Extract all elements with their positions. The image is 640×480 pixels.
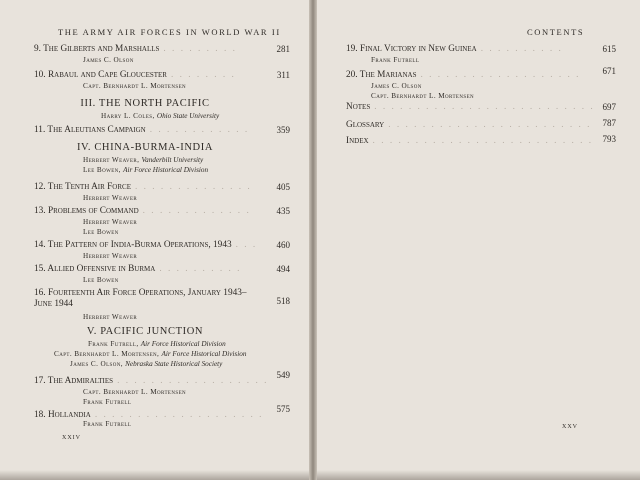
page-number: 793 [602,134,616,144]
entry-title: Glossary [346,120,385,130]
page-number: 460 [276,240,290,250]
entry-author: James C. Olson [83,56,134,64]
entry-title: 18. Hollandia [34,410,91,420]
entry-title: 19. Final Victory in New Guinea [346,44,477,54]
part-contributor [83,156,203,164]
toc-entry [34,206,251,217]
entry-author: Herbert Weaver [83,194,138,202]
page-number: 575 [276,404,290,414]
part-contributor [70,360,222,368]
page-folio: xxiv [62,431,81,441]
contributor-name: Harry L. Coles, [101,112,157,120]
toc-entry [34,240,257,251]
contributor-affiliation: Air Force Historical Division [161,350,247,358]
dot-leader: . . . . . . . . . . [480,44,563,54]
toc-entry [34,70,236,81]
toc-entry [34,288,260,310]
entry-author: Capt. Bernhardt L. Mortensen [83,82,187,90]
dot-leader: . . . . . . . . . . . . . . . . . . . . . . . . [388,120,592,130]
dot-leader: . . . . . . . . . . . . . [142,206,251,216]
dot-leader: . . . . . . . . . . . . . . . . . . . . [94,410,264,420]
page-number: 671 [602,66,616,76]
entry-title: 10. Rabaul and Cape Gloucester [34,70,167,80]
part-heading: III. THE NORTH PACIFIC [80,98,210,109]
entry-author: Frank Futrell [371,56,420,64]
contributor-name: Herbert Weaver, [83,156,142,164]
contributor-affiliation: Vanderbilt University [141,156,204,164]
contributor-affiliation: Air Force Historical Division [140,340,226,348]
toc-entry [34,264,241,275]
toc-entry [34,410,263,421]
running-head: CONTENTS [527,27,585,37]
toc-entry [346,44,563,55]
part-heading: V. PACIFIC JUNCTION [86,326,204,337]
entry-author: Capt. Bernhardt L. Mortensen [371,92,475,100]
page-number: 494 [276,264,290,274]
dot-leader: . . . . . . . . . . . . [149,125,250,135]
toc-entry [34,125,249,136]
toc-entry [346,70,581,81]
part-contributor [54,350,246,358]
page-number: 549 [276,370,290,380]
contributor-name: Lee Bowen, [83,166,124,174]
page-number: 311 [276,70,290,80]
toc-entry [34,376,268,387]
toc-entry [346,102,595,113]
entry-title: Index [346,136,369,146]
entry-title: 20. The Marianas [346,70,417,80]
part-contributor [88,340,226,348]
entry-title: 9. The Gilberts and Marshalls [34,44,160,54]
contributor-name: James C. Olson, [70,360,126,368]
entry-author: Frank Futrell [83,420,132,428]
toc-entry [346,136,593,147]
page-number: 359 [276,125,290,135]
page-folio: xxv [562,420,578,430]
left-page [0,0,309,480]
entry-title: 11. The Aleutians Campaign [34,125,146,135]
entry-title: 16. Fourteenth Air Force Operations, January 1943–June 1944 [34,288,247,309]
dot-leader: . . . . . . . . . [163,44,237,54]
entry-author: Lee Bowen [83,228,119,236]
contributor-name: Frank Futrell, [88,340,141,348]
book-gutter [309,0,317,480]
entry-title: 15. Allied Offensive in Burma [34,264,156,274]
dot-leader: . . . . . . . . . . . . . . . . . . . . . . . . . . [372,136,594,146]
page-number: 787 [602,118,616,128]
page-number: 435 [276,206,290,216]
right-page [317,0,640,480]
dot-leader: . . . . . . . . . . . . . . . . . . . [420,70,581,80]
dot-leader: . . . . . . . . . . . . . . . . . . [117,376,269,386]
entry-title: 13. Problems of Command [34,206,139,216]
toc-entry [346,120,591,131]
page-shadow [0,470,309,480]
entry-author: Lee Bowen [83,276,119,284]
entry-author: James C. Olson [371,82,422,90]
page-number: 281 [276,44,290,54]
entry-author: Capt. Bernhardt L. Mortensen [83,388,187,396]
part-heading: IV. CHINA-BURMA-INDIA [76,142,214,153]
toc-entry [34,182,252,193]
contributor-name: Capt. Bernhardt L. Mortensen, [54,350,162,358]
part-contributor [101,112,219,120]
contributor-affiliation: Air Force Historical Division [123,166,209,174]
contributor-affiliation: Ohio State University [156,112,220,120]
entry-author: Herbert Weaver [83,218,138,226]
page-number: 615 [602,44,616,54]
dot-leader: . . . . . . . . [170,70,236,80]
dot-leader: . . . . . . . . . . [159,264,242,274]
entry-title: Notes [346,102,371,112]
entry-author: Herbert Weaver [83,252,138,260]
toc-entry [34,44,237,55]
dot-leader: . . . [235,240,258,250]
dot-leader: . . . . . . . . . . . . . . [134,182,252,192]
entry-title: 12. The Tenth Air Force [34,182,131,192]
part-contributor [83,166,208,174]
contributor-affiliation: Nebraska State Historical Society [125,360,223,368]
entry-author: Frank Futrell [83,398,132,406]
entry-title: 17. The Admiralties [34,376,114,386]
page-number: 518 [276,296,290,306]
dot-leader: . . . . . . . . . . . . . . . . . . . . . . . . . . [374,102,595,112]
entry-title: 14. The Pattern of India-Burma Operations, 1943 [34,240,232,250]
page-number: 697 [602,102,616,112]
entry-author: Herbert Weaver [83,313,138,321]
running-head: THE ARMY AIR FORCES IN WORLD WAR II [58,27,281,37]
page-number: 405 [276,182,290,192]
page-shadow [317,470,640,480]
